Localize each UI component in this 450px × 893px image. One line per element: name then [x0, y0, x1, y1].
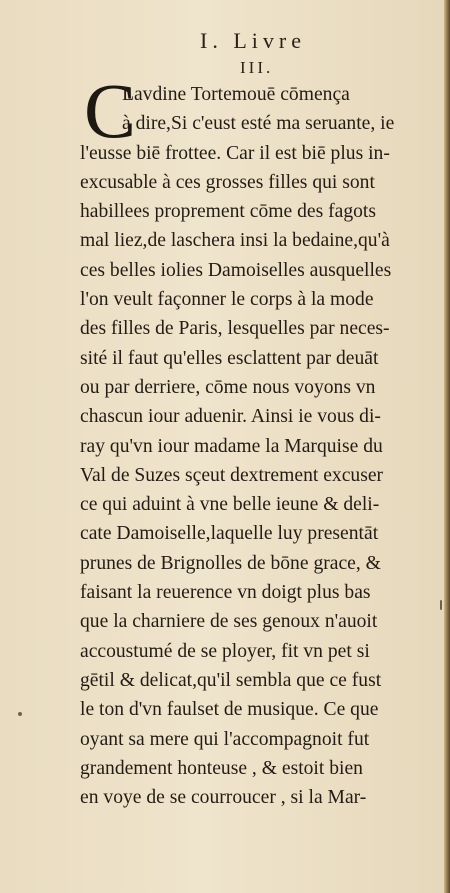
text-line: cate Damoiselle,laquelle luy presentāt	[80, 523, 379, 545]
text-line: Val de Suzes sçeut dextrement excuser	[80, 464, 384, 486]
text-line: que la charniere de ses genoux n'auoit	[80, 611, 378, 633]
text-line: gētil & delicat,qu'il sembla que ce fust	[80, 669, 382, 691]
text-line: excusable à ces grosses filles qui sont	[80, 171, 375, 193]
text-line: à dire,Si c'eust esté ma seruante, ie	[122, 113, 395, 135]
text-line: oyant sa mere qui l'accompagnoit fut	[80, 728, 370, 750]
text-line: ray qu'vn iour madame la Marquise du	[80, 435, 383, 457]
running-title: I. Livre	[200, 28, 306, 53]
text-line: chascun iour aduenir. Ainsi ie vous di-	[80, 406, 381, 428]
text-line: en voye de se courroucer , si la Mar-	[80, 787, 367, 809]
text-line: sité il faut qu'elles esclattent par deuāt	[80, 347, 379, 369]
text-line: grandement honteuse , & estoit bien	[80, 757, 363, 779]
text-line: ou par derriere, cōme nous voyons vn	[80, 376, 376, 398]
text-line: faisant la reuerence vn doigt plus bas	[80, 582, 371, 604]
text-line: l'on veult façonner le corps à la mode	[80, 289, 374, 311]
text-line: Lavdine Tortemouē cōmença	[122, 84, 350, 105]
text-line: mal liez,de laschera insi la bedaine,qu'à	[80, 230, 390, 252]
ink-spot	[440, 600, 442, 610]
text-line: l'eusse biē frottee. Car il est biē plus in-	[80, 142, 390, 164]
text-line: ces belles iolies Damoiselles ausquelles	[80, 259, 392, 281]
text-line: des filles de Paris, lesquelles par neces-	[80, 318, 390, 340]
chapter-number: III.	[240, 58, 274, 77]
text-line: le ton d'vn faulset de musique. Ce que	[80, 699, 379, 721]
body-text	[80, 80, 430, 812]
text-line: accoustumé de se ployer, fit vn pet si	[80, 640, 370, 662]
text-line: ce qui aduint à vne belle ieune & deli-	[80, 494, 380, 516]
text-line: habillees proprement cōme des fagots	[80, 201, 376, 223]
ink-spot	[18, 712, 22, 716]
drop-cap: C	[84, 67, 137, 154]
text-line: prunes de Brignolles de bōne grace, &	[80, 552, 381, 574]
page-edge	[444, 0, 450, 893]
